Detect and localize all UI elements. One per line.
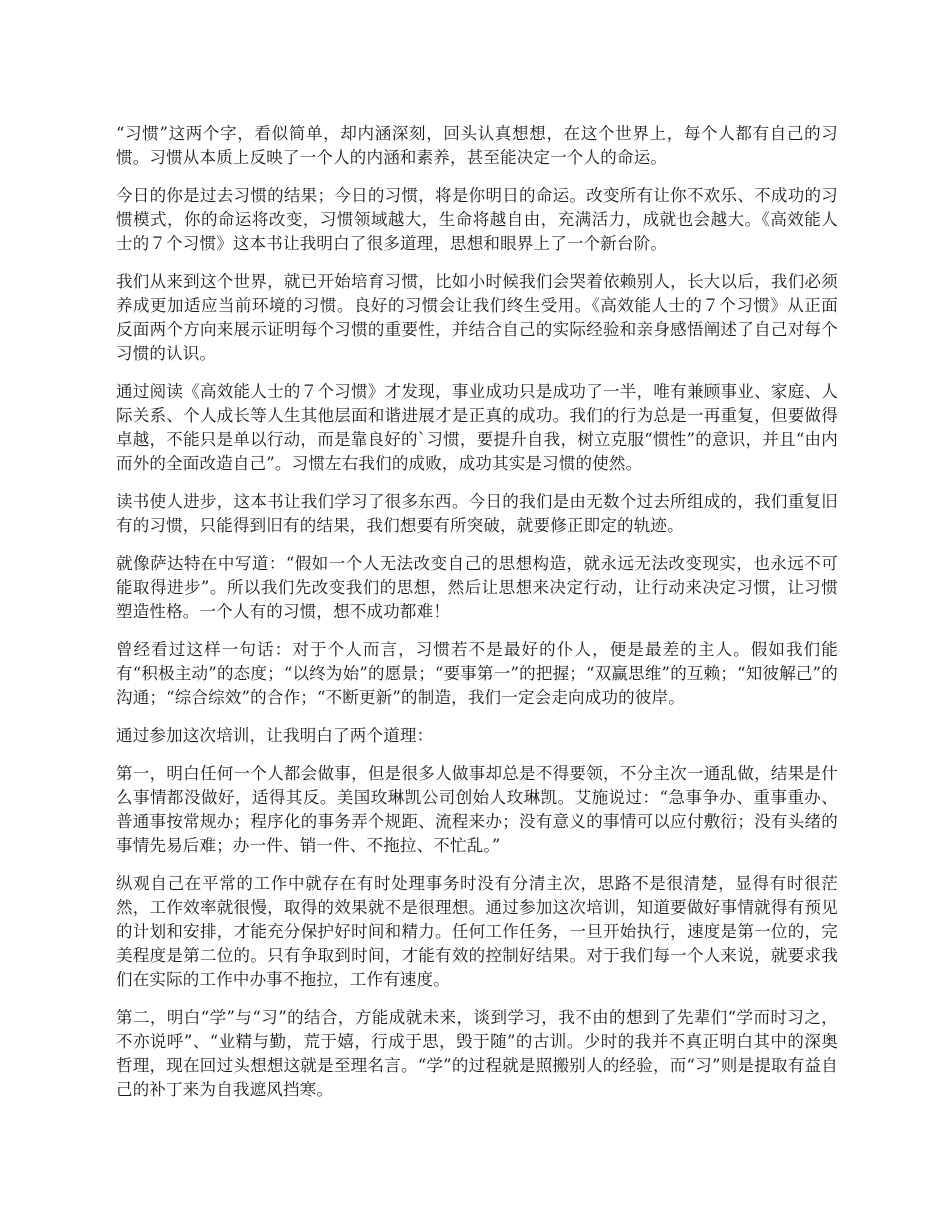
paragraph-1: “习惯”这两个字，看似简单，却内涵深刻，回头认真想想，在这个世界上，每个人都有自己的习惯。习惯从本质上反映了一个人的内涵和素养，甚至能决定一个人的命运。 xyxy=(116,124,838,167)
paragraph-4: 通过阅读《高效能人士的７个习惯》才发现，事业成功只是成功了一半，唯有兼顾事业、家庭、人际关系、个人成长等人生其他层面和谐进展才是正真的成功。我们的行为总是一再重复，但要做得卓越，不能只是单以行动，而是靠良好的`习惯，要提升自我，树立克服“惯性”的意识，并且“由内而外的全面改造自己”。习惯左右我们的成败，成功其实是习惯的使然。 xyxy=(116,382,838,473)
paragraph-2: 今日的你是过去习惯的结果；今日的习惯，将是你明日的命运。改变所有让你不欢乐、不成功的习惯模式，你的命运将改变，习惯领域越大，生命将越自由，充满活力，成就也会越大。《高效能人士的７个习惯》这本书让我明白了很多道理，思想和眼界上了一个新台阶。 xyxy=(116,186,838,253)
paragraph-8: 通过参加这次培训，让我明白了两个道理： xyxy=(116,726,434,745)
document-page xyxy=(116,122,838,1116)
paragraph-3: 我们从来到这个世界，就已开始培育习惯，比如小时候我们会哭着依赖别人，长大以后，我们必须养成更加适应当前环境的习惯。良好的习惯会让我们终生受用。《高效能人士的７个习惯》从正面反面两个方向来展示证明每个习惯的重要性，并结合自己的实际经验和亲身感悟阐述了自己对每个习惯的认识。 xyxy=(116,272,838,363)
paragraph-9: 第一，明白任何一个人都会做事，但是很多人做事却总是不得要领，不分主次一通乱做，结果是什么事情都没做好，适得其反。美国玫琳凯公司创始人玫琳凯。艾施说过：“急事争办、重事重办、普通事按常规办；程序化的事务弄个规距、流程来办；没有意义的事情可以应付敷衍；没有头绪的事情先易后难；办一件、销一件、不拖拉、不忙乱。” xyxy=(116,764,838,855)
paragraph-11: 第二，明白“学”与“习”的结合，方能成就未来，谈到学习，我不由的想到了先辈们“学而时习之，不亦说呼”、“业精与勤，荒于嬉，行成于思，毁于随”的古训。少时的我并不真正明白其中的深奥哲理，现在回过头想想这就是至理名言。“学”的过程就是照搬别人的经验，而“习”则是提取有益自己的补丁来为自我遮风挡寒。 xyxy=(116,1008,838,1099)
paragraph-6: 就像萨达特在中写道：“假如一个人无法改变自己的思想构造，就永远无法改变现实，也永远不可能取得进步”。所以我们先改变我们的思想，然后让思想来决定行动，让行动来决定习惯，让习惯塑造性格。一个人有的习惯，想不成功都难！ xyxy=(116,554,838,621)
paragraph-5: 读书使人进步，这本书让我们学习了很多东西。今日的我们是由无数个过去所组成的，我们重复旧有的习惯，只能得到旧有的结果，我们想要有所突破，就要修正即定的轨迹。 xyxy=(116,492,838,535)
paragraph-10: 纵观自己在平常的工作中就存在有时处理事务时没有分清主次，思路不是很清楚，显得有时很茫然，工作效率就很慢，取得的效果就不是很理想。通过参加这次培训，知道要做好事情就得有预见的计划和安排，才能充分保护好时间和精力。任何工作任务，一旦开始执行，速度是第一位的，完美程度是第二位的。只有争取到时间，才能有效的控制好结果。对于我们每一个人来说，就要求我们在实际的工作中办事不拖拉，工作有速度。 xyxy=(116,874,838,989)
paragraph-7: 曾经看过这样一句话：对于个人而言，习惯若不是最好的仆人，便是最差的主人。假如我们能有“积极主动”的态度；“以终为始”的愿景；“要事第一”的把握；“双赢思维”的互赖；“知彼解己”的沟通；“综合综效”的合作；“不断更新”的制造，我们一定会走向成功的彼岸。 xyxy=(116,640,838,707)
